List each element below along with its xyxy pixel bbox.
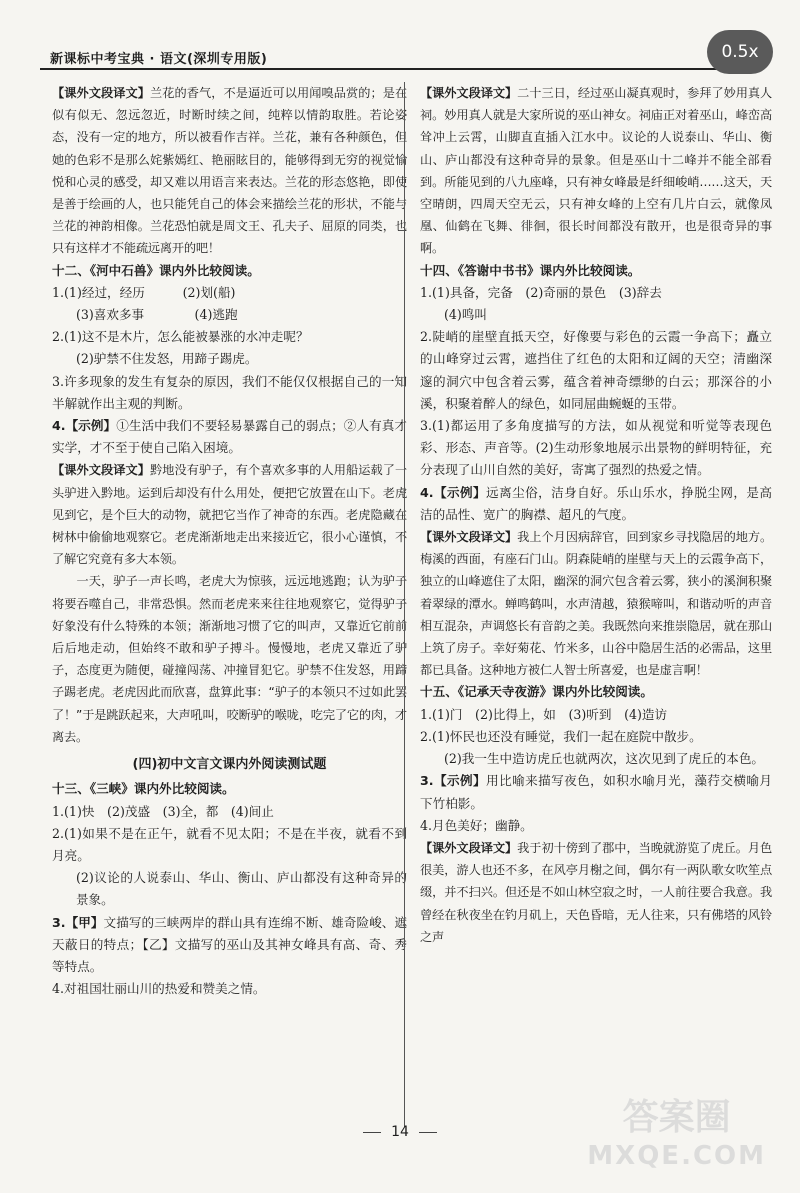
answer-line [52, 912, 407, 979]
watermark-sub: MXQE.COM [587, 1141, 766, 1171]
paragraph-text: (3)喜欢多事 (4)逃跑 [75, 307, 238, 323]
answer-line [420, 770, 772, 814]
answer-line [420, 815, 772, 837]
translation-paragraph [52, 82, 407, 260]
paragraph-text: 十五、《记承天寺夜游》课内外比较阅读。 [420, 684, 653, 700]
answer-line [420, 415, 772, 482]
answer-line [52, 801, 407, 823]
part-title [52, 754, 407, 776]
answer-subline [52, 867, 407, 911]
paragraph-text: 4.对祖国壮丽山川的热爱和赞美之情。 [52, 981, 266, 997]
bracket-label: 3.【甲】 [52, 914, 104, 930]
paragraph-text: 4.月色美好；幽静。 [420, 817, 533, 833]
bracket-label: 【课外文段译文】 [52, 463, 150, 478]
section-heading [420, 681, 772, 703]
page-number-dash-right [419, 1132, 437, 1133]
answer-subline [52, 348, 407, 370]
paragraph-text: 1.(1)门 (2)比得上，如 (3)听到 (4)造访 [420, 706, 668, 722]
answer-subline [420, 748, 772, 770]
answer-line [420, 282, 772, 304]
answer-line [52, 823, 407, 867]
translation-paragraph [52, 570, 407, 748]
answer-line [420, 482, 772, 526]
paragraph-text: 兰花的香气，不是逼近可以用闻嗅品赏的；是在似有似无、忽远忽近，时断时续之间，纯粹以情韵取胜。若论姿态，没有一定的地方，所以被看作吉祥。兰花，兼有各种颜色，但她的色彩不是那么姹紫嫣红、艳丽眩目的，能够得到无穷的视觉愉悦和心灵的感受，却又难以用语言来表达。兰花的形态悠艳，即使是善于绘画的人，也只能凭自己的体会来描绘兰花的形状，不能与兰花的神韵相像。兰花恐怕就是周文王、孔夫子、屈原的同类，也只有这样才不能疏远离开的吧！ [52, 86, 407, 256]
answer-line [52, 978, 407, 1000]
paragraph-text: 我上个月因病辞官，回到家乡寻找隐居的地方。梅溪的西面，有座石门山。阴森陡峭的崖壁与天上的云霞争高下，独立的山峰遮住了太阳，幽深的洞穴包含着云雾，狭小的溪涧积聚着翠绿的潭水。蝉鸣鹤叫，水声清越，猿猴啼叫，和谐动听的声音相互混杂，声调悠长有音韵之美。我既然向来推崇隐居，就在那山上筑了房子。幸好菊花、竹米多，山谷中隐居生活的必需品，这里都已具备。这种地方被仁人智士所喜爱，也是虚言啊！ [420, 530, 772, 678]
paragraph-text: 2.(1)怀民也还没有睡觉，我们一起在庭院中散步。 [420, 728, 702, 744]
answer-line [52, 326, 407, 348]
left-column [52, 82, 407, 1000]
answer-line [52, 415, 407, 459]
paragraph-text: 2.陡峭的崖壁直抵天空，好像要与彩色的云霞一争高下；矗立的山峰穿过云霄，遮挡住了红色的太阳和辽阔的天空；清幽深邃的洞穴中包含着云雾，蕴含着神奇缥缈的白云；那深谷的小溪，积聚着醉人的绿色，如同屈曲蜿蜒的玉带。 [420, 329, 772, 411]
bracket-label: 【课外文段译文】 [420, 840, 518, 855]
watermark-main: 答案圈 [622, 1097, 731, 1138]
section-heading [52, 778, 407, 800]
paragraph-text: (4)鸣叫 [443, 307, 487, 323]
answer-line [420, 326, 772, 415]
bracket-label: 【课外文段译文】 [420, 86, 518, 100]
bracket-label: 4.【示例】 [420, 484, 487, 500]
translation-paragraph [420, 526, 772, 681]
bracket-label: 【课外文段译文】 [52, 86, 150, 100]
translation-paragraph [52, 459, 407, 570]
paragraph-text: 3.(1)都运用了多角度描写的方法，如从视觉和听觉等表现色彩、形态、声音等。(2)生动形象地展示出景物的鲜明特征，充分表现了山川自然的美好，寄寓了强烈的热爱之情。 [420, 418, 772, 478]
paragraph-text: (2)议论的人说泰山、华山、衡山、庐山都没有这种奇异的景象。 [75, 870, 407, 908]
answer-subline [52, 304, 407, 326]
paragraph-text: 1.(1)具备，完备 (2)奇丽的景色 (3)辞去 [420, 284, 662, 300]
section-heading [52, 260, 407, 282]
right-column [420, 82, 772, 948]
paragraph-text: 十二、《河中石兽》课内外比较阅读。 [52, 262, 260, 278]
paragraph-text: ①生活中我们不要轻易暴露自己的弱点；②人有真才实学，才不至于使自己陷入困境。 [52, 418, 407, 456]
page-number-text: 14 [391, 1124, 409, 1140]
paragraph-text: 1.(1)经过，经历 (2)划(船) [52, 284, 236, 300]
paragraph-text: 二十三日，经过巫山凝真观时，参拜了妙用真人祠。妙用真人就是大家所说的巫山神女。祠庙正对着巫山，峰峦高耸冲上云霄，山脚直直插入江水中。议论的人说泰山、华山、衡山、庐山都没有这种奇异的景象。但是巫山十二峰并不能全部看到。所能见到的八九座峰，只有神女峰最是纤细峻峭……这天，天空晴朗，四周天空无云，只有神女峰的上空有几片白云，就像凤凰、仙鹤在飞舞、徘徊，很长时间都没有散开，也是很奇异的事啊。 [420, 86, 772, 256]
bracket-label: 4.【示例】 [52, 418, 117, 434]
paragraph-text: (2)驴禁不住发怒，用蹄子踢虎。 [75, 351, 258, 367]
paragraph-text: 2.(1)如果不是在正午，就看不见太阳；不是在半夜，就看不到月亮。 [52, 825, 407, 863]
paragraph-text: 2.(1)这不是木片，怎么能被暴涨的水冲走呢？ [52, 329, 309, 345]
paragraph-text: 1.(1)快 (2)茂盛 (3)全，都 (4)间止 [52, 803, 274, 819]
answer-line [420, 704, 772, 726]
paragraph-text: 黔地没有驴子，有个喜欢多事的人用船运载了一头驴进入黔地。运到后却没有什么用处，便把它放置在山下。老虎见到它，是个巨大的动物，就把它当作了神奇的东西。老虎隐藏在树林中偷偷地观察它。老虎渐渐地走出来接近它，很小心谨慎，不了解它究竟有多大本领。 [52, 463, 407, 567]
paragraph-text: 十四、《答谢中书书》课内外比较阅读。 [420, 262, 641, 278]
section-heading [420, 260, 772, 282]
bracket-label: 【课外文段译文】 [420, 530, 518, 545]
paragraph-text: 3.许多现象的发生有复杂的原因，我们不能仅仅根据自己的一知半解就作出主观的判断。 [52, 373, 407, 411]
page-header [40, 44, 760, 70]
column-divider [404, 82, 405, 1127]
page-number-dash-left [363, 1132, 381, 1133]
translation-paragraph [420, 837, 772, 948]
paragraph-text: 用比喻来描写夜色，如积水喻月光，藻荇交横喻月下竹柏影。 [420, 773, 772, 811]
watermark-logo [587, 1099, 766, 1175]
answer-line [420, 726, 772, 748]
bracket-label: 3.【示例】 [420, 773, 487, 789]
translation-paragraph [420, 82, 772, 260]
paragraph-text: 一天，驴子一声长鸣，老虎大为惊骇，远远地逃跑；认为驴子将要吞噬自己，非常恐惧。然而老虎来来往往地观察它，觉得驴子好象没有什么特殊的本领；渐渐地习惯了它的叫声，又靠近它前前后后地走动，但始终不敢和驴子搏斗。慢慢地，老虎又靠近了驴子，态度更为随便，碰撞闯荡、冲撞冒犯它。驴禁不住发怒，用蹄子踢老虎。老虎因此而欣喜，盘算此事：“驴子的本领只不过如此罢了！”于是跳跃起来，大声吼叫，咬断驴的喉咙，吃完了它的肉，才离去。 [52, 574, 407, 744]
answer-line [52, 282, 407, 304]
paragraph-text: (2)我一生中造访虎丘也就两次，这次见到了虎丘的本色。 [443, 751, 765, 767]
paragraph-text: 我于初十傍到了郡中，当晚就游览了虎丘。月色很美，游人也还不多，在风亭月榭之间，偶尔有一两队歌女吹笙点缀，并不扫兴。但还是不如山林空寂之时，一人前往要合我意。我曾经在秋夜坐在钓月矶上，天色昏暗，无人往来，只有佛塔的风铃之声 [420, 840, 772, 944]
zoom-level-button[interactable]: 0.5x [707, 30, 773, 74]
answer-line [52, 371, 407, 415]
answer-subline [420, 304, 772, 326]
paragraph-text: (四)初中文言文课内外阅读测试题 [132, 757, 327, 773]
paragraph-text: 远离尘俗，洁身自好。乐山乐水，挣脱尘网，是高洁的品性、宽广的胸襟、超凡的气度。 [420, 484, 772, 522]
paragraph-text: 文描写的三峡两岸的群山具有连绵不断、雄奇险峻、遮天蔽日的特点；【乙】文描写的巫山及其神女峰具有高、奇、秀等特点。 [52, 914, 407, 974]
header-title: 新课标中考宝典 · 语文(深圳专用版) [50, 52, 268, 67]
paragraph-text: 十三、《三峡》课内外比较阅读。 [52, 781, 235, 797]
